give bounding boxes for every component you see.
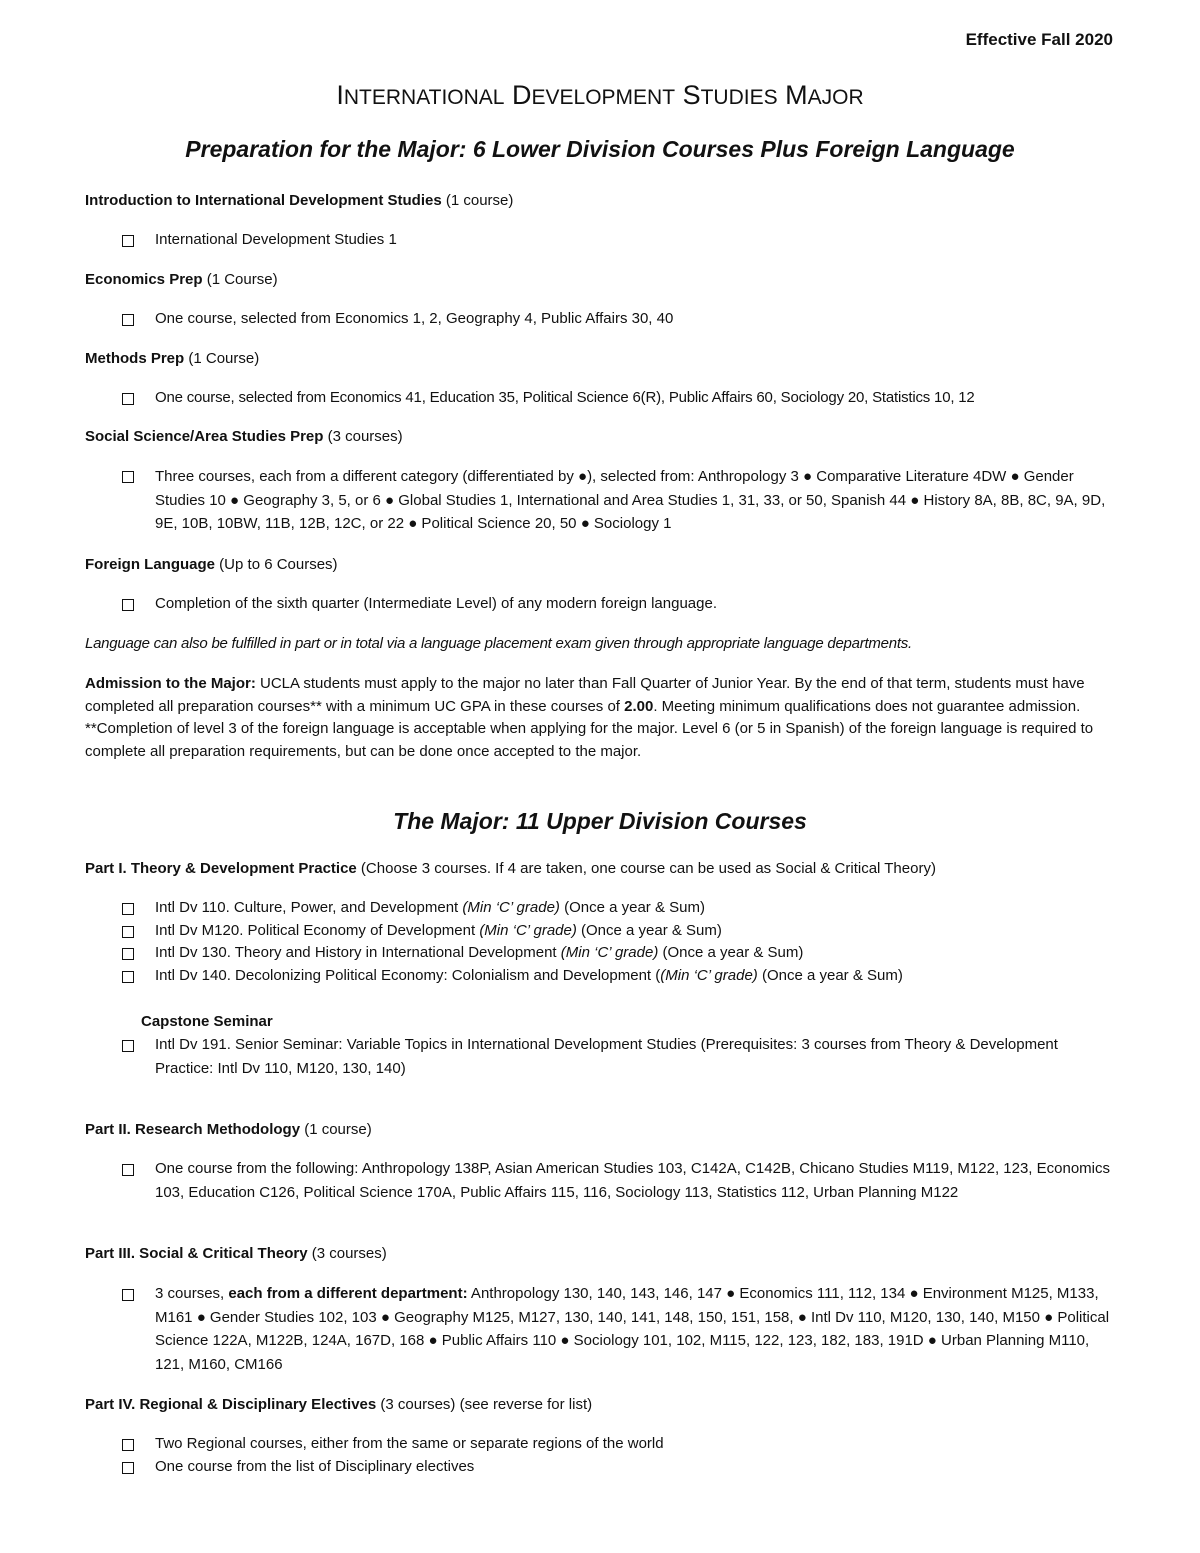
checkbox-icon	[122, 1164, 134, 1176]
language-note: Language can also be fulfilled in part or in total via a language placement exam given through appropriate language departments.	[85, 635, 912, 652]
admission-paragraph: Admission to the Major: UCLA students must apply to the major no later than Fall Quarter of Junior Year. By the end of that term, students must have completed all preparation courses** with a minimum UC GPA in these courses of 2.00. Meeting minimum qualifications does not guarantee admission. **Completion of level 3 of the foreign language is acceptable when applying for the major. Level 6 (or 5 in Spanish) of the foreign language is required to complete all preparation requirements, but can be done once accepted to the major.	[85, 675, 1094, 760]
section-heading-economics: Economics Prep (1 Course)	[85, 271, 278, 288]
checkbox-icon	[122, 1289, 134, 1301]
page-title: INTERNATIONAL DEVELOPMENT STUDIES MAJOR	[336, 80, 864, 110]
list-item: One course, selected from Economics 41, Education 35, Political Science 6(R), Public Affairs 60, Sociology 20, Statistics 10, 12	[155, 389, 975, 406]
list-item: Two Regional courses, either from the same or separate regions of the world	[155, 1435, 664, 1452]
checkbox-icon	[122, 314, 134, 326]
section-heading-foreign-language: Foreign Language (Up to 6 Courses)	[85, 556, 338, 573]
list-item: Intl Dv 110. Culture, Power, and Development (Min ‘C’ grade) (Once a year & Sum)	[155, 899, 705, 916]
list-item: One course from the list of Disciplinary electives	[155, 1458, 475, 1475]
list-item: Intl Dv M120. Political Economy of Development (Min ‘C’ grade) (Once a year & Sum)	[155, 922, 722, 939]
list-item: Completion of the sixth quarter (Intermediate Level) of any modern foreign language.	[155, 595, 717, 612]
section-heading-methods: Methods Prep (1 Course)	[85, 350, 260, 367]
checkbox-icon	[122, 235, 134, 247]
checkbox-icon	[122, 948, 134, 960]
list-item: One course, selected from Economics 1, 2, Geography 4, Public Affairs 30, 40	[155, 310, 674, 327]
list-item: Intl Dv 140. Decolonizing Political Economy: Colonialism and Development ((Min ‘C’ grade) (Once a year & Sum)	[155, 967, 903, 984]
section-heading-intro: Introduction to International Development Studies (1 course)	[85, 192, 514, 209]
checkbox-icon	[122, 971, 134, 983]
list-item: International Development Studies 1	[155, 231, 397, 248]
part2-heading: Part II. Research Methodology (1 course)	[85, 1121, 372, 1138]
checkbox-icon	[122, 1462, 134, 1474]
checkbox-icon	[122, 926, 134, 938]
checkbox-icon	[122, 471, 134, 483]
list-item: Intl Dv 130. Theory and History in International Development (Min ‘C’ grade) (Once a year & Sum)	[155, 944, 804, 961]
prep-subtitle: Preparation for the Major: 6 Lower Division Courses Plus Foreign Language	[185, 136, 1015, 162]
list-item: Intl Dv 191. Senior Seminar: Variable Topics in International Development Studies (Prerequisites: 3 courses from Theory & Development Practice: Intl Dv 110, M120, 130, 140)	[155, 1036, 1058, 1077]
checkbox-icon	[122, 393, 134, 405]
list-item: 3 courses, each from a different department: Anthropology 130, 140, 143, 146, 147 ● Economics 111, 112, 134 ● Environment M125, M133, M161 ● Gender Studies 102, 103 ● Geography M125, M127, 130, 140, 141, 148, 150, 151, 158, ● Intl Dv 110, M120, 130, 140, M150 ● Political Science 122A, M122B, 124A, 167D, 168 ● Public Affairs 110 ● Sociology 101, 102, M115, 122, 123, 182, 183, 191D ● Urban Planning M110, 121, M160, CM166	[155, 1285, 1110, 1373]
checkbox-icon	[122, 1040, 134, 1052]
list-item: Three courses, each from a different category (differentiated by ●), selected from: Anthropology 3 ● Comparative Literature 4DW ● Gender Studies 10 ● Geography 3, 5, or 6 ● Global Studies 1, International and Area Studies 1, 31, 33, or 50, Spanish 44 ● History 8A, 8B, 8C, 9A, 9D, 9E, 10B, 10BW, 11B, 12B, 12C, or 22 ● Political Science 20, 50 ● Sociology 1	[155, 468, 1106, 532]
major-subtitle: The Major: 11 Upper Division Courses	[393, 808, 807, 834]
part3-heading: Part III. Social & Critical Theory (3 courses)	[85, 1245, 387, 1262]
section-heading-social-science: Social Science/Area Studies Prep (3 courses)	[85, 428, 403, 445]
part1-heading: Part I. Theory & Development Practice (Choose 3 courses. If 4 are taken, one course can be used as Social & Critical Theory)	[85, 860, 936, 877]
list-item: One course from the following: Anthropology 138P, Asian American Studies 103, C142A, C142B, Chicano Studies M119, M122, 123, Economics 103, Education C126, Political Science 170A, Public Affairs 115, 116, Sociology 113, Statistics 112, Urban Planning M122	[155, 1160, 1111, 1201]
checkbox-icon	[122, 599, 134, 611]
effective-date: Effective Fall 2020	[965, 30, 1113, 49]
checkbox-icon	[122, 1439, 134, 1451]
part4-heading: Part IV. Regional & Disciplinary Electives (3 courses) (see reverse for list)	[85, 1396, 593, 1413]
capstone-heading: Capstone Seminar	[141, 1013, 273, 1030]
checkbox-icon	[122, 903, 134, 915]
